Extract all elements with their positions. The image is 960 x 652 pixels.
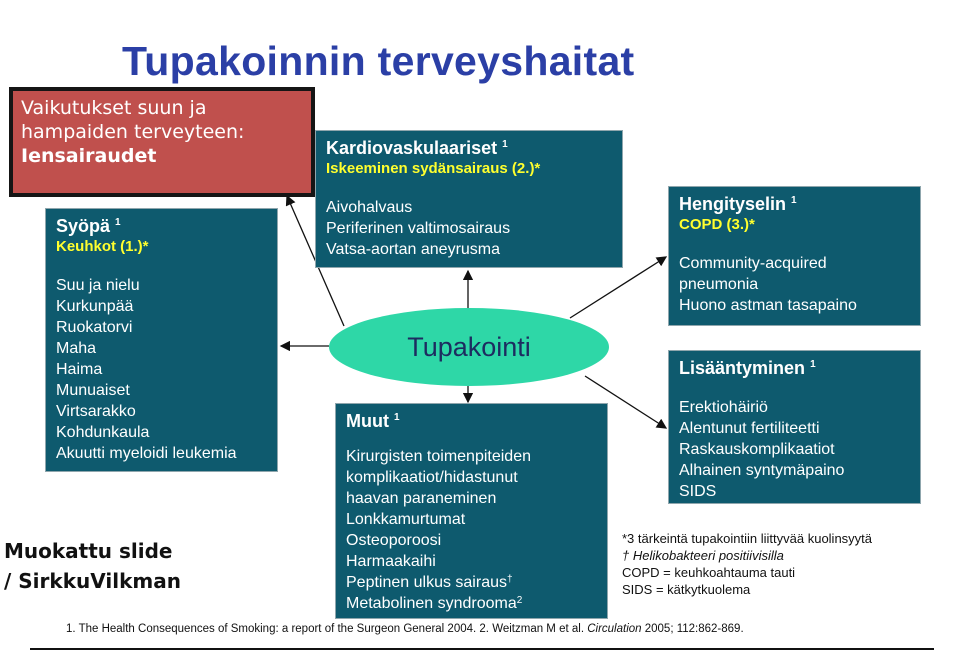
- box-hengitys-ref: 1: [791, 195, 797, 206]
- box-kardio-ref: 1: [502, 139, 508, 150]
- highlight-box: [9, 87, 315, 197]
- list-item: Peptinen ulkus sairaus: [346, 574, 507, 591]
- center-node: [329, 308, 609, 386]
- legend-notes: [622, 530, 958, 598]
- footnote-journal: Circulation: [587, 623, 642, 635]
- note-line: COPD = keuhkoahtauma tauti: [622, 565, 796, 580]
- credit-line: / SirkkuVilkman: [4, 569, 181, 593]
- list-item: Harmaakaihi: [346, 553, 436, 570]
- page-title: Tupakoinnin terveyshaitat: [122, 38, 635, 84]
- box-lisaantyminen-title: Lisääntyminen: [679, 358, 806, 378]
- list-item: Ruokatorvi: [56, 319, 133, 336]
- dagger-mark: †: [506, 574, 513, 585]
- list-item: Kirurgisten toimenpiteiden: [346, 448, 531, 465]
- footnote: [66, 623, 946, 635]
- footnote-part2: 2005; 112:862-869.: [641, 623, 744, 635]
- note-line: *3 tärkeintä tupakointiin liittyvää kuolinsyytä: [622, 531, 873, 546]
- box-syopa-ref: 1: [115, 217, 121, 228]
- credit-line: Muokattu slide: [4, 539, 173, 563]
- list-item: Lonkkamurtumat: [346, 511, 466, 528]
- box-syopa-sub: Keuhkot (1.)*: [56, 238, 149, 255]
- list-item: Alentunut fertiliteetti: [679, 420, 820, 437]
- list-item: Periferinen valtimosairaus: [326, 220, 511, 237]
- ref-mark: 2: [516, 595, 523, 606]
- box-lisaantyminen-ref: 1: [810, 359, 816, 370]
- box-syopa-title: Syöpä: [56, 216, 111, 236]
- box-lisaantyminen: [668, 350, 921, 504]
- highlight-emphasis: Iensairaudet: [21, 145, 157, 167]
- list-item: Maha: [56, 340, 97, 357]
- box-hengitys: [668, 186, 921, 326]
- list-item: Aivohalvaus: [326, 199, 413, 216]
- list-item: Community-acquired: [679, 255, 827, 272]
- box-muut-ref: 1: [394, 412, 400, 423]
- box-kardio: [315, 130, 623, 268]
- footnote-part1: 1. The Health Consequences of Smoking: a report of the Surgeon General 2004. 2. Weitzman M et al.: [66, 623, 585, 635]
- box-muut-title: Muut: [346, 411, 389, 431]
- box-kardio-sub: Iskeeminen sydänsairaus (2.)*: [326, 160, 541, 177]
- list-item: Kohdunkaula: [56, 424, 150, 441]
- list-item: Vatsa-aortan aneyrusma: [326, 241, 501, 258]
- list-item: Erektiohäiriö: [679, 399, 768, 416]
- list-item: pneumonia: [679, 276, 759, 293]
- box-muut: [335, 403, 608, 619]
- list-item: haavan paraneminen: [346, 490, 497, 507]
- list-item: Munuaiset: [56, 382, 130, 399]
- box-kardio-title: Kardiovaskulaariset: [326, 138, 498, 158]
- box-hengitys-title: Hengityselin: [679, 194, 787, 214]
- highlight-line-1: Vaikutukset suun ja: [21, 97, 207, 119]
- highlight-line-2: hampaiden terveyteen:: [21, 121, 245, 143]
- list-item: Raskauskomplikaatiot: [679, 441, 835, 458]
- list-item: Alhainen syntymäpaino: [679, 462, 845, 479]
- list-item: komplikaatiot/hidastunut: [346, 469, 518, 486]
- list-item: Huono astman tasapaino: [679, 297, 857, 314]
- list-item: Virtsarakko: [56, 403, 136, 420]
- list-item: Osteoporoosi: [346, 532, 442, 549]
- center-label: Tupakointi: [407, 331, 531, 362]
- list-item: Akuutti myeloidi leukemia: [56, 445, 237, 462]
- note-line: SIDS = kätkytkuolema: [622, 582, 751, 597]
- box-hengitys-sub: COPD (3.)*: [679, 216, 755, 233]
- box-syopa: [45, 208, 278, 472]
- list-item: Metabolinen syndrooma: [346, 595, 517, 612]
- credit: [4, 536, 181, 596]
- note-line: † Helikobakteeri positiivisilla: [622, 548, 784, 563]
- list-item: SIDS: [679, 483, 717, 500]
- list-item: Suu ja nielu: [56, 277, 140, 294]
- list-item: Kurkunpää: [56, 298, 134, 315]
- list-item: Haima: [56, 361, 103, 378]
- bottom-rule: [30, 648, 934, 650]
